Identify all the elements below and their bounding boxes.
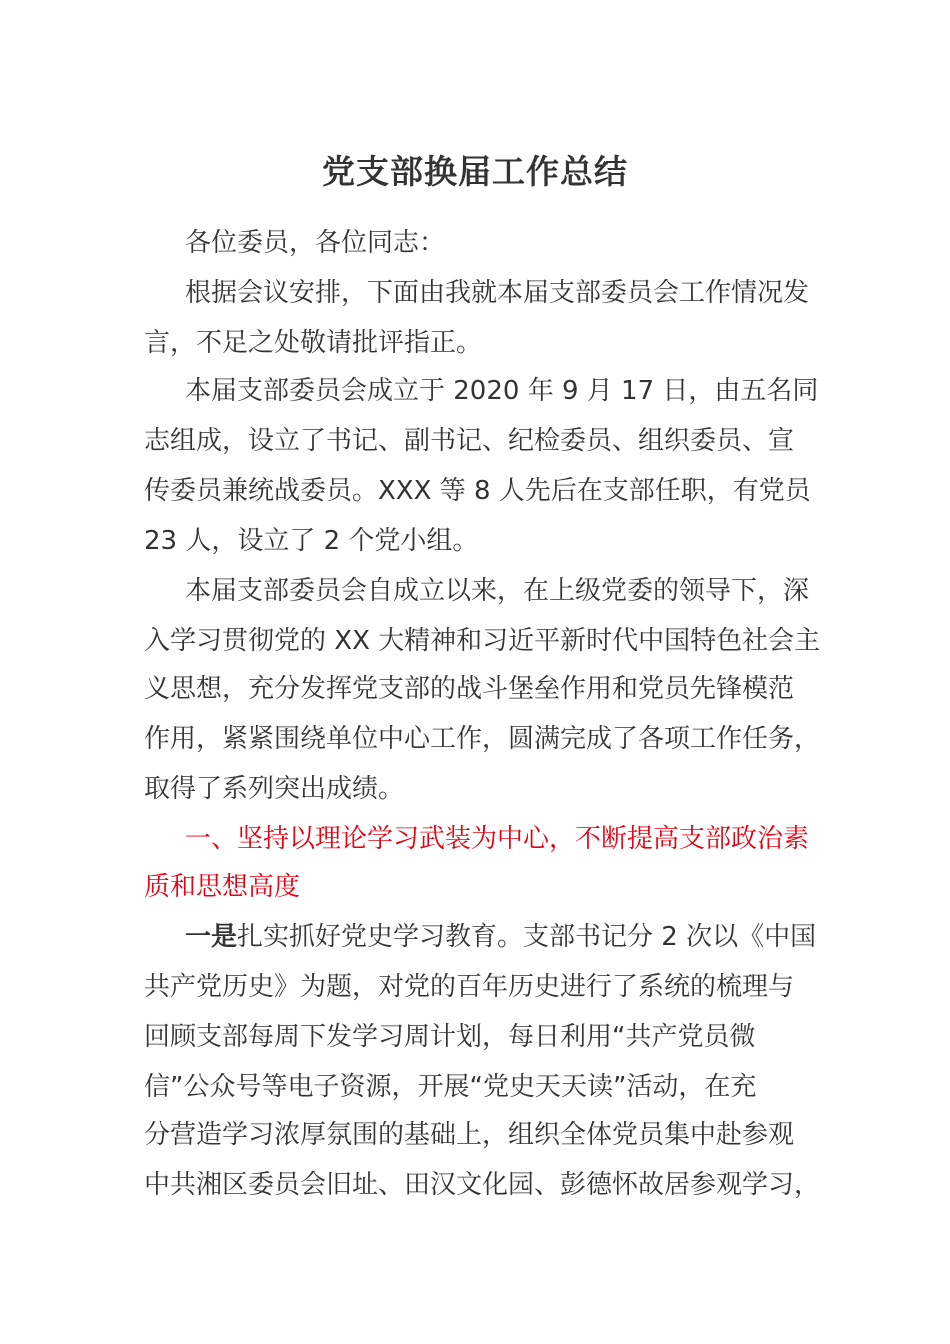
- paragraph-line: 分营造学习浓厚氛围的基础上，组织全体党员集中赴参观: [144, 1120, 795, 1150]
- paragraph-line: 信”公众号等电子资源，开展“党史天天读”活动，在充: [144, 1072, 757, 1102]
- paragraph-line: 作用，紧紧围绕单位中心工作，圆满完成了各项工作任务，: [144, 724, 821, 754]
- paragraph-line: [185, 912, 816, 962]
- section-heading-line: 质和思想高度: [144, 872, 301, 902]
- section-heading-line: 一、坚持以理论学习武装为中心，不断提高支部政治素: [185, 824, 810, 854]
- paragraph-line: 义思想，充分发挥党支部的战斗堡垒作用和党员先锋模范: [144, 674, 795, 704]
- paragraph-text: 扎实抓好党史学习教育。支部书记分 2 次以《中国: [237, 922, 817, 952]
- bold-lead-text: 一是: [185, 922, 238, 952]
- paragraph-line: 回顾支部每周下发学习周计划，每日利用“共产党员微: [144, 1022, 756, 1052]
- paragraph-line: 本届支部委员会成立于 2020 年 9 月 17 日，由五名同: [185, 376, 819, 406]
- document-title: 党支部换届工作总结: [322, 152, 628, 191]
- paragraph-line: 根据会议安排，下面由我就本届支部委员会工作情况发: [185, 278, 810, 308]
- paragraph-line: 志组成，设立了书记、副书记、纪检委员、组织委员、宣: [144, 426, 795, 456]
- paragraph-line: 本届支部委员会自成立以来，在上级党委的领导下，深: [185, 576, 810, 606]
- salutation-line: 各位委员，各位同志：: [185, 228, 446, 258]
- paragraph-line: 传委员兼统战委员。XXX 等 8 人先后在支部任职，有党员: [144, 476, 811, 506]
- paragraph-line: 入学习贯彻党的 XX 大精神和习近平新时代中国特色社会主: [144, 626, 821, 656]
- paragraph-line: 取得了系列突出成绩。: [144, 774, 405, 804]
- paragraph-line: 言，不足之处敬请批评指正。: [144, 328, 483, 358]
- paragraph-line: 中共湘区委员会旧址、田汉文化园、彭德怀故居参观学习，: [144, 1170, 821, 1200]
- paragraph-line: 共产党历史》为题，对党的百年历史进行了系统的梳理与: [144, 972, 795, 1002]
- paragraph-line: 23 人，设立了 2 个党小组。: [144, 526, 479, 556]
